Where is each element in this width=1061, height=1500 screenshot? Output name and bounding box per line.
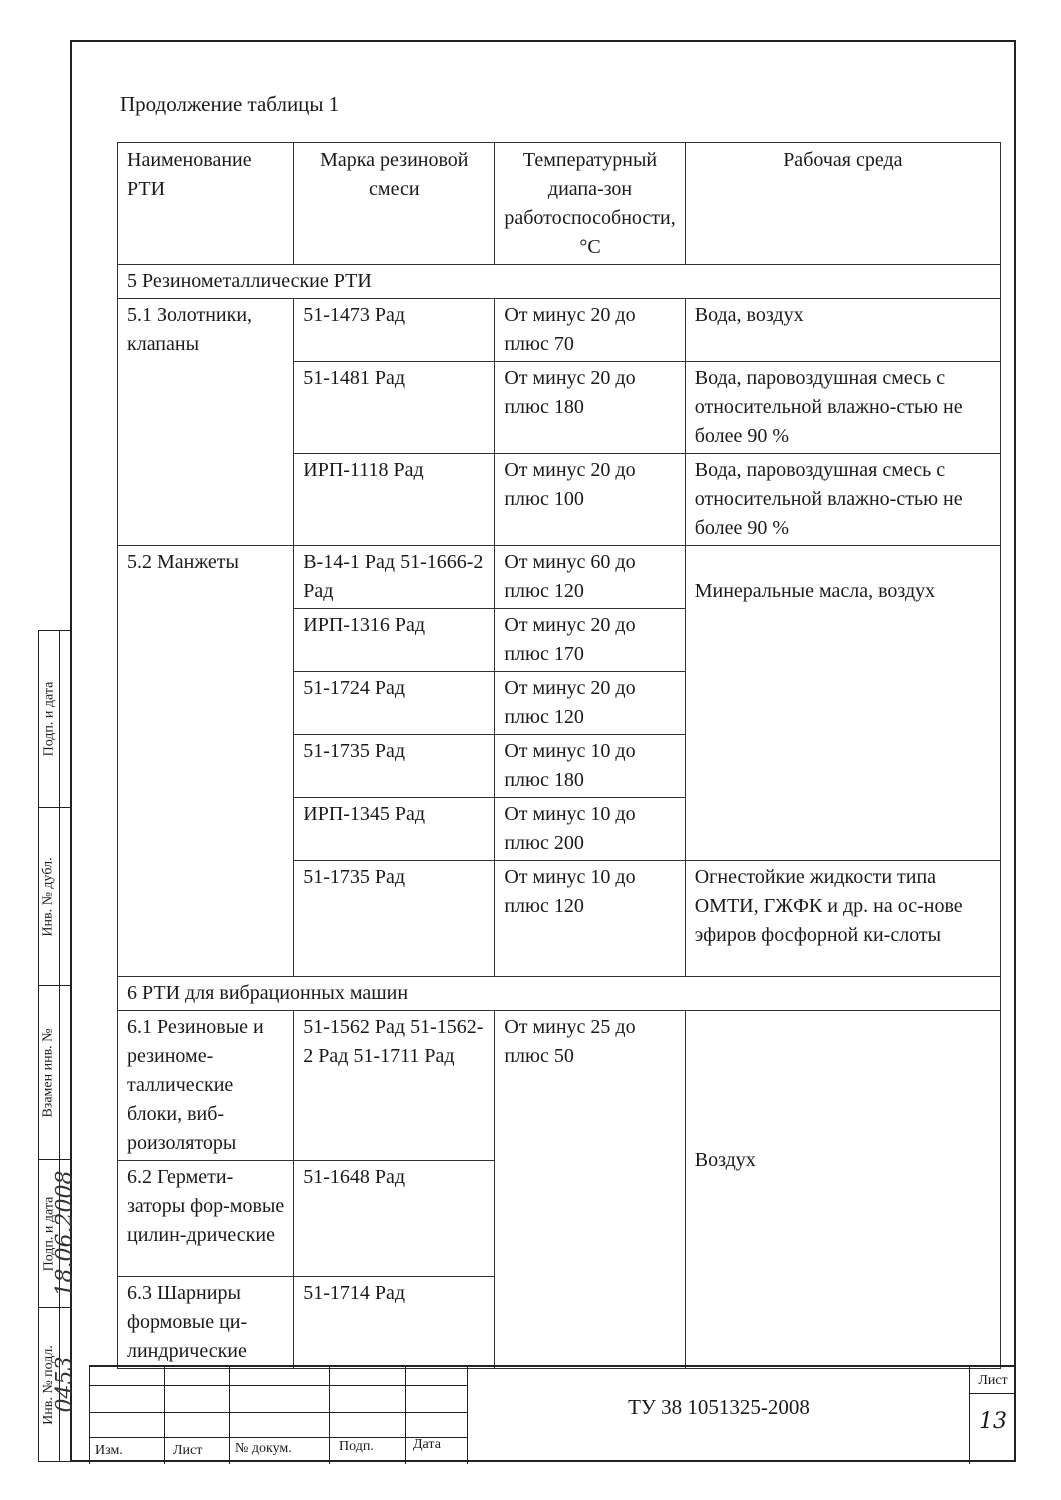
sidebar-label: Инв. № дубл.: [41, 856, 56, 937]
stamp-line: [89, 1437, 467, 1438]
handwritten-inv-number: 0453: [52, 1356, 78, 1413]
stamp-line: [164, 1367, 165, 1464]
sidebar-label: Взамен инв. №: [41, 1027, 57, 1118]
table-header-row: [118, 143, 1001, 265]
env-cell: Вода, паровоздушная смесь с относительной влажно-стью не более 90 %: [685, 454, 1000, 546]
materials-table: [117, 142, 1001, 1369]
header-mark: Марка резиновой смеси: [294, 143, 495, 265]
title-block: [89, 1365, 1016, 1464]
mark-cell: 51-1724 Рад: [294, 672, 495, 735]
group-5-2-name: 5.2 Манжеты: [118, 546, 294, 977]
temp-cell: От минус 20 до плюс 100: [495, 454, 685, 546]
mark-cell: ИРП-1316 Рад: [294, 609, 495, 672]
mark-cell: 51-1735 Рад: [294, 861, 495, 977]
group-6-2-name: 6.2 Гермети-заторы фор-мовые цилин-дрические: [118, 1161, 294, 1277]
sidebar-cell-inv-dubl: [39, 807, 71, 985]
stamp-line: [89, 1412, 467, 1413]
temp-cell: От минус 10 до плюс 200: [495, 798, 685, 861]
temp-cell: От минус 60 до плюс 120: [495, 546, 685, 609]
section-row: [118, 265, 1001, 299]
group-6-1-name: 6.1 Резиновые и резиноме-таллические блоки, виб-роизоляторы: [118, 1011, 294, 1161]
document-code: ТУ 38 1051325-2008: [628, 1395, 810, 1419]
mark-cell: В-14-1 Рад 51-1666-2 Рад: [294, 546, 495, 609]
handwritten-date: 18.06.2008: [52, 1170, 78, 1297]
group-5-1-name: 5.1 Золотники, клапаны: [118, 299, 294, 546]
stamp-data-label: Дата: [413, 1437, 441, 1452]
stamp-line: [229, 1367, 230, 1464]
temp-cell: От минус 10 до плюс 180: [495, 735, 685, 798]
sidebar-label: Подп. и дата: [41, 1196, 57, 1271]
temp-cell: От минус 10 до плюс 120: [495, 861, 685, 977]
sidebar-cell-vzamen: [39, 985, 71, 1159]
group-6-3-name: 6.3 Шарниры формовые ци-линдрические: [118, 1277, 294, 1369]
header-name: Наименование РТИ: [118, 143, 294, 265]
sheet-label: Лист: [978, 1373, 1008, 1388]
mark-cell: 51-1714 Рад: [294, 1277, 495, 1369]
stamp-line: [969, 1393, 1016, 1394]
env-shared-cell: [685, 1011, 1000, 1369]
env-shared-text: Воздух: [694, 1149, 756, 1171]
temp-shared-cell: От минус 25 до плюс 50: [495, 1011, 685, 1369]
sidebar-label: Подп. и дата: [41, 681, 57, 757]
mark-cell: 51-1481 Рад: [294, 362, 495, 454]
section-6-title: 6 РТИ для вибрационных машин: [118, 977, 1001, 1011]
stamp-list-label: Лист: [173, 1443, 203, 1458]
sidebar-cell-podp-data-top: [39, 631, 71, 807]
sheet-number: 13: [979, 1409, 1007, 1434]
sidebar-stamp: [38, 630, 78, 1462]
env-shared-cell: [685, 546, 1000, 861]
mark-cell: ИРП-1345 Рад: [294, 798, 495, 861]
section-5-title: 5 Резинометаллические РТИ: [118, 265, 1001, 299]
mark-cell: 51-1735 Рад: [294, 735, 495, 798]
temp-cell: От минус 20 до плюс 70: [495, 299, 685, 362]
temp-cell: От минус 20 до плюс 120: [495, 672, 685, 735]
stamp-line: [89, 1367, 90, 1464]
temp-cell: От минус 20 до плюс 180: [495, 362, 685, 454]
sidebar-cell-podp-data-bottom: [39, 1159, 78, 1307]
mark-cell: 51-1648 Рад: [294, 1161, 495, 1277]
temp-cell: От минус 20 до плюс 170: [495, 609, 685, 672]
section-row: [118, 977, 1001, 1011]
table-caption: Продолжение таблицы 1: [120, 92, 340, 116]
stamp-docnum-label: № докум.: [235, 1441, 292, 1456]
stamp-izm-label: Изм.: [95, 1443, 123, 1458]
mark-cell: ИРП-1118 Рад: [294, 454, 495, 546]
stamp-line: [467, 1367, 468, 1464]
stamp-line: [405, 1367, 406, 1464]
env-cell: Вода, воздух: [685, 299, 1000, 362]
stamp-line: [329, 1367, 330, 1464]
table-row: [118, 299, 1001, 362]
env-cell: Огнестойкие жидкости типа ОМТИ, ГЖФК и др. на ос-нове эфиров фосфорной ки-слоты: [685, 861, 1000, 977]
mark-cell: 51-1473 Рад: [294, 299, 495, 362]
table-row: [118, 546, 1001, 609]
mark-cell: 51-1562 Рад 51-1562-2 Рад 51-1711 Рад: [294, 1011, 495, 1161]
table-row: [118, 1011, 1001, 1161]
env-cell: Вода, паровоздушная смесь с относительной влажно-стью не более 90 %: [685, 362, 1000, 454]
sidebar-label: Инв. № подл.: [41, 1344, 56, 1425]
env-shared-text: Минеральные масла, воздух: [694, 580, 936, 602]
sidebar-cell-inv-podl: [39, 1307, 78, 1461]
header-temp: Температурный диапа-зон работоспособности, °С: [495, 143, 685, 265]
stamp-podp-label: Подп.: [339, 1439, 374, 1454]
header-env: Рабочая среда: [685, 143, 1000, 265]
stamp-line: [89, 1385, 467, 1386]
